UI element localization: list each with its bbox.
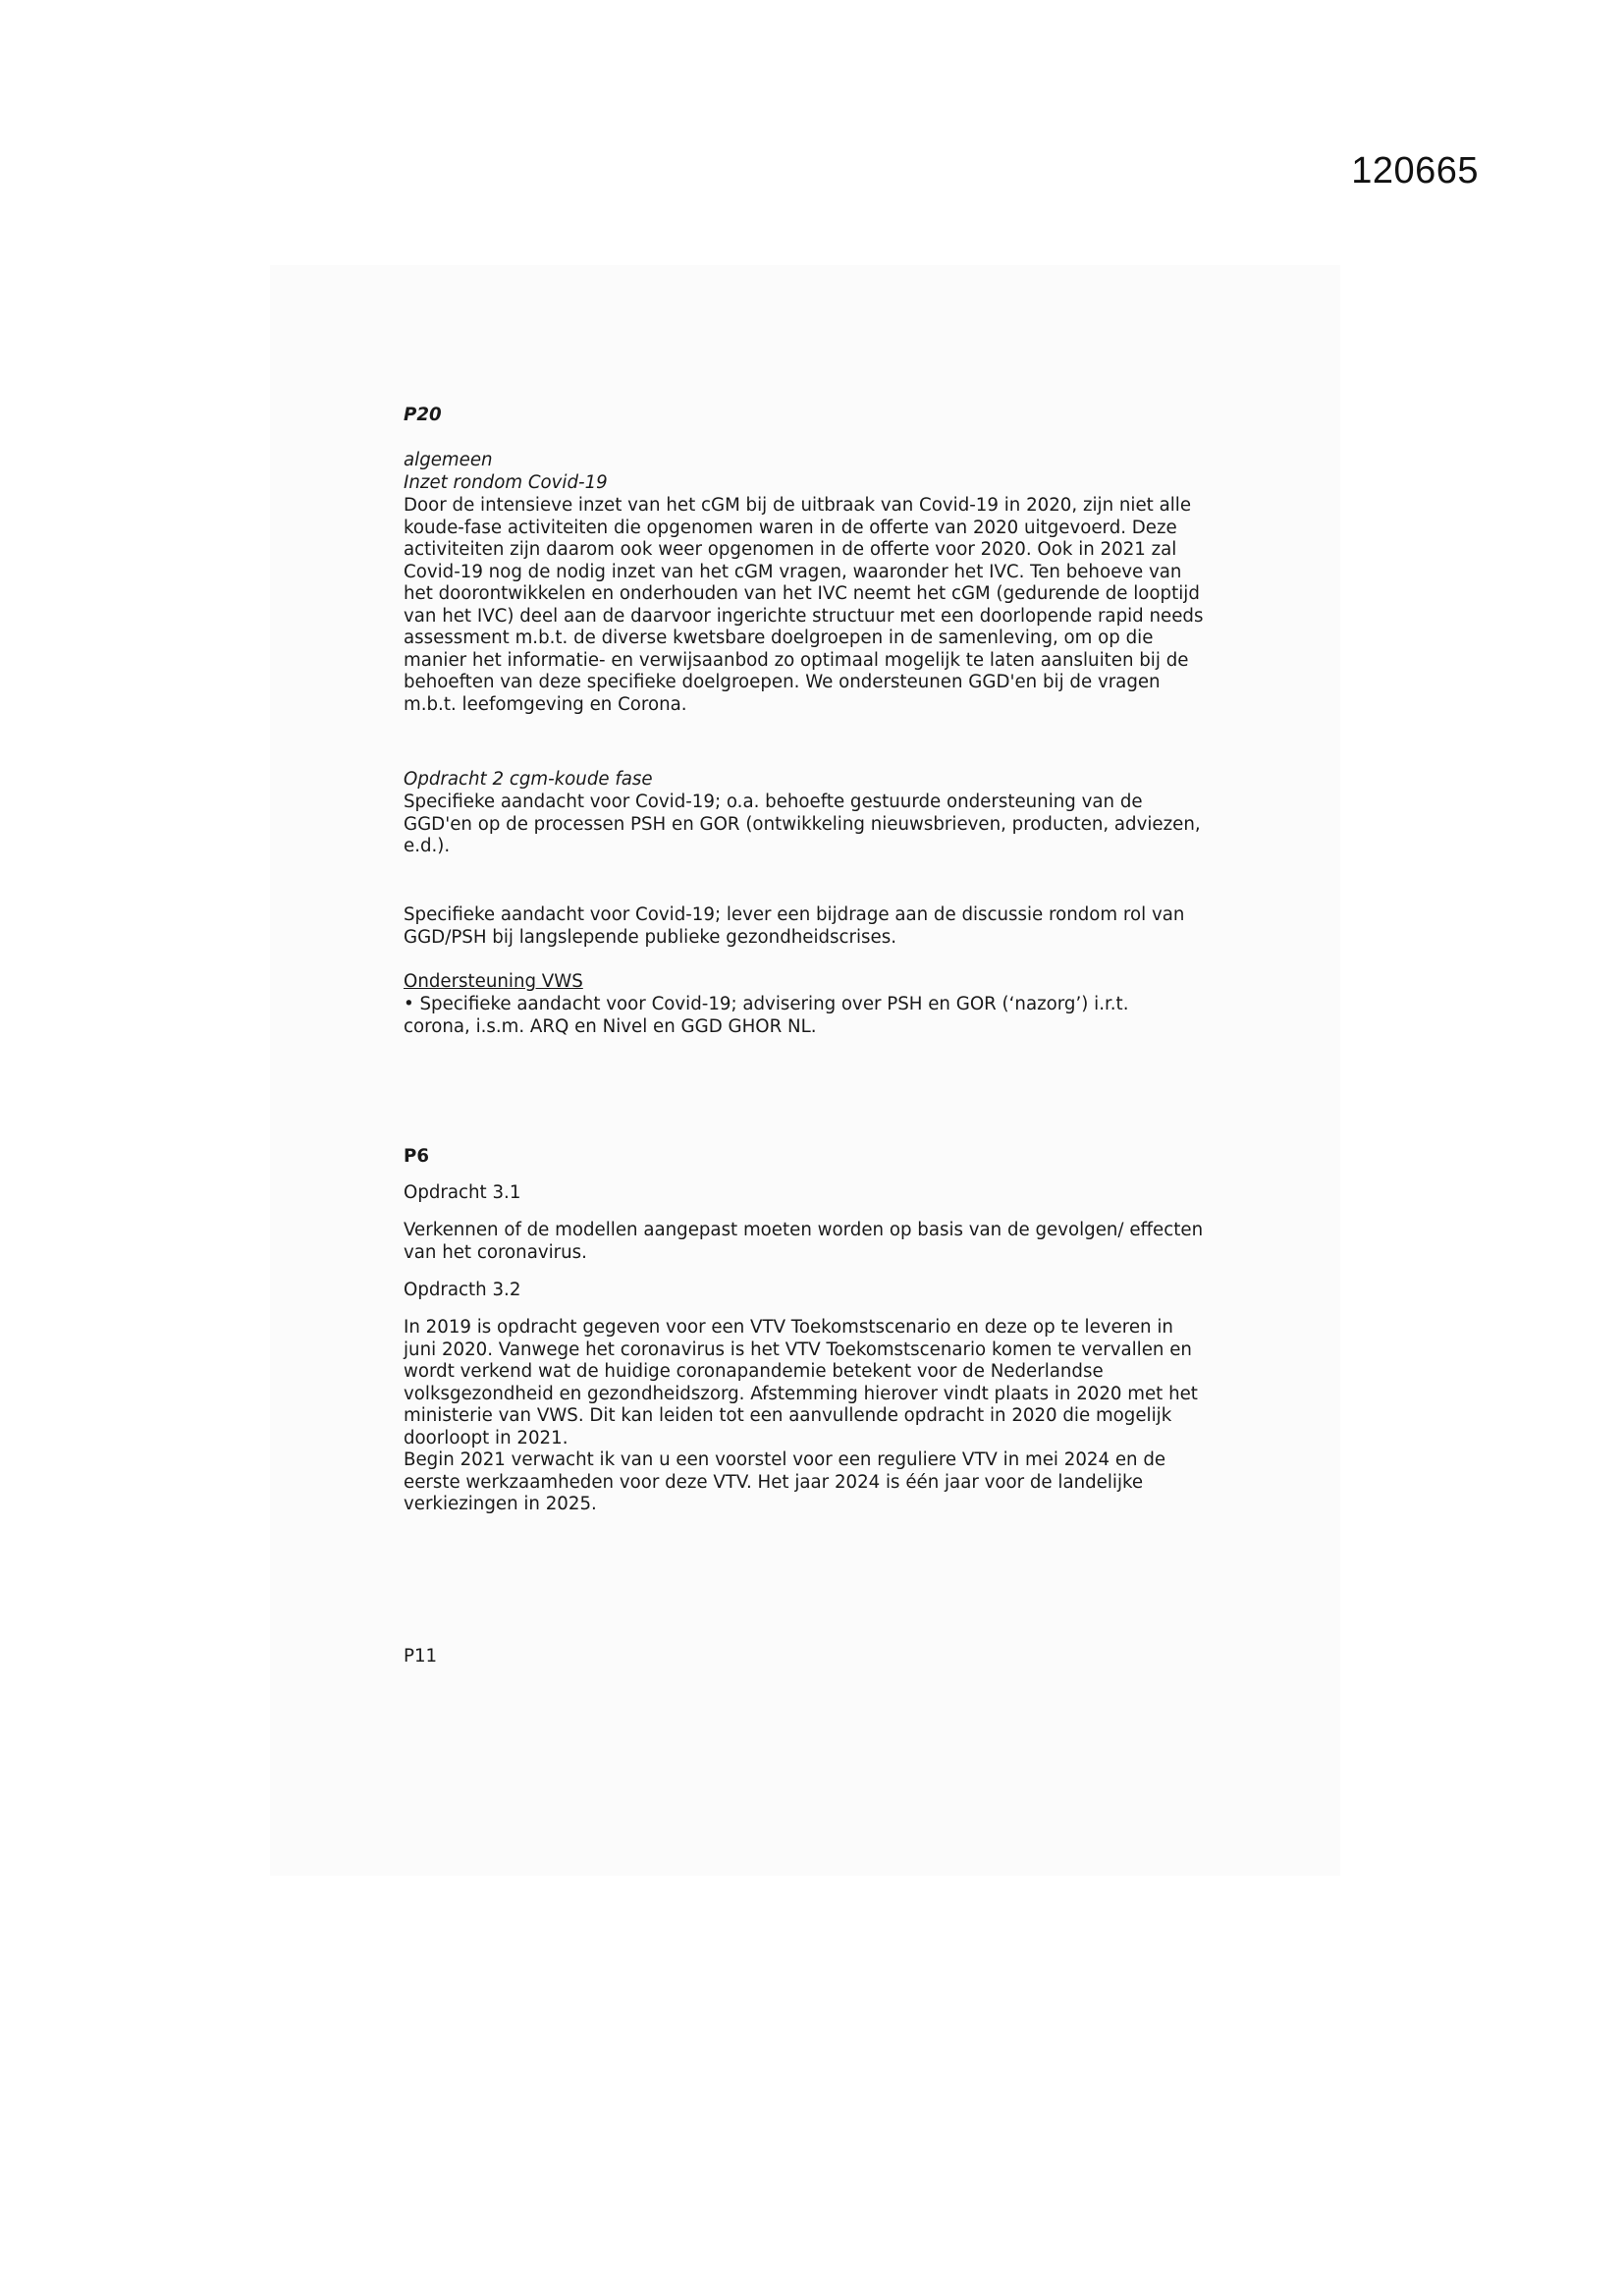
- p20-paragraph-2: [404, 792, 1248, 858]
- text-line: ministerie van VWS. Dit kan leiden tot een aanvullende opdracht in 2020 die mogelijk: [404, 1405, 1172, 1426]
- text-line: activiteiten zijn daarom ook weer opgenomen in de offerte voor 2020. Ook in 2021 zal: [404, 539, 1177, 560]
- document-number: 120665: [1351, 150, 1479, 191]
- opdracht-3-1-title: Opdracht 3.1: [404, 1182, 521, 1203]
- text-line: e.d.).: [404, 836, 451, 856]
- text-line: GGD'en op de processen PSH en GOR (ontwikkeling nieuwsbrieven, producten, adviezen,: [404, 813, 1201, 835]
- text-line: Specifieke aandacht voor Covid-19; lever een bijdrage aan de discussie rondom rol van: [404, 904, 1185, 925]
- text-line: Specifieke aandacht voor Covid-19; o.a. behoefte gestuurde ondersteuning van de: [404, 792, 1143, 812]
- text-line: behoeften van deze specifieke doelgroepen. We ondersteunen GGD'en bij de vragen: [404, 672, 1161, 692]
- p20-paragraph-1: [404, 495, 1248, 716]
- p6-heading: P6: [404, 1146, 429, 1167]
- p6-paragraph-2: [404, 1317, 1248, 1516]
- text-line: manier het informatie- en verwijsaanbod zo optimaal mogelijk te laten aansluiten bij de: [404, 649, 1189, 671]
- text-line: corona, i.s.m. ARQ en Nivel en GGD GHOR NL.: [404, 1015, 817, 1037]
- p20-heading: P20: [404, 405, 442, 425]
- p20-subtitle-algemeen: algemeen: [404, 450, 493, 470]
- text-line: Door de intensieve inzet van het cGM bij de uitbraak van Covid-19 in 2020, zijn niet alle: [404, 495, 1192, 516]
- opdracht-3-2-title: Opdracth 3.2: [404, 1280, 521, 1300]
- text-line: Begin 2021 verwacht ik van u een voorstel voor een reguliere VTV in mei 2024 en de: [404, 1449, 1166, 1470]
- text-line: juni 2020. Vanwege het coronavirus is het VTV Toekomstscenario komen te vervallen en: [404, 1339, 1192, 1360]
- ondersteuning-vws-title: Ondersteuning VWS: [404, 971, 583, 992]
- opdracht-2-title: Opdracht 2 cgm-koude fase: [404, 769, 653, 790]
- p20-paragraph-4: [404, 994, 1248, 1038]
- text-line: assessment m.b.t. de diverse kwetsbare doelgroepen in de samenleving, om op die: [404, 628, 1154, 648]
- p20-subtitle-inzet: Inzet rondom Covid-19: [404, 472, 608, 493]
- text-line: het doorontwikkelen en onderhouden van het IVC neemt het cGM (gedurende de looptijd: [404, 583, 1200, 604]
- text-line: In 2019 is opdracht gegeven voor een VTV Toekomstscenario en deze op te leveren in: [404, 1317, 1173, 1338]
- text-line: volksgezondheid en gezondheidszorg. Afstemming hierover vindt plaats in 2020 met het: [404, 1383, 1198, 1404]
- text-line: eerste werkzaamheden voor deze VTV. Het jaar 2024 is één jaar voor de landelijke: [404, 1471, 1144, 1493]
- text-line: m.b.t. leefomgeving en Corona.: [404, 693, 687, 715]
- text-line: Covid-19 nog de nodig inzet van het cGM vragen, waaronder het IVC. Ten behoeve van: [404, 561, 1182, 582]
- p6-paragraph-1: [404, 1220, 1248, 1264]
- text-line: koude-fase activiteiten die opgenomen waren in de offerte van 2020 uitgevoerd. Deze: [404, 517, 1177, 538]
- text-line: wordt verkend wat de huidige coronapandemie betekent voor de Nederlandse: [404, 1361, 1104, 1382]
- text-line: • Specifieke aandacht voor Covid-19; advisering over PSH en GOR (‘nazorg’) i.r.t.: [404, 994, 1129, 1014]
- text-line: verkiezingen in 2025.: [404, 1494, 597, 1514]
- text-line: Verkennen of de modellen aangepast moeten worden op basis van de gevolgen/ effecten: [404, 1220, 1204, 1240]
- text-line: van het coronavirus.: [404, 1241, 587, 1263]
- p11-heading: P11: [404, 1646, 438, 1667]
- text-line: GGD/PSH bij langslepende publieke gezondheidscrises.: [404, 926, 896, 948]
- text-line: doorloopt in 2021.: [404, 1427, 568, 1449]
- text-line: van het IVC) deel aan de daarvoor ingerichte structuur met een doorlopende rapid needs: [404, 605, 1204, 627]
- p20-paragraph-3: [404, 904, 1248, 949]
